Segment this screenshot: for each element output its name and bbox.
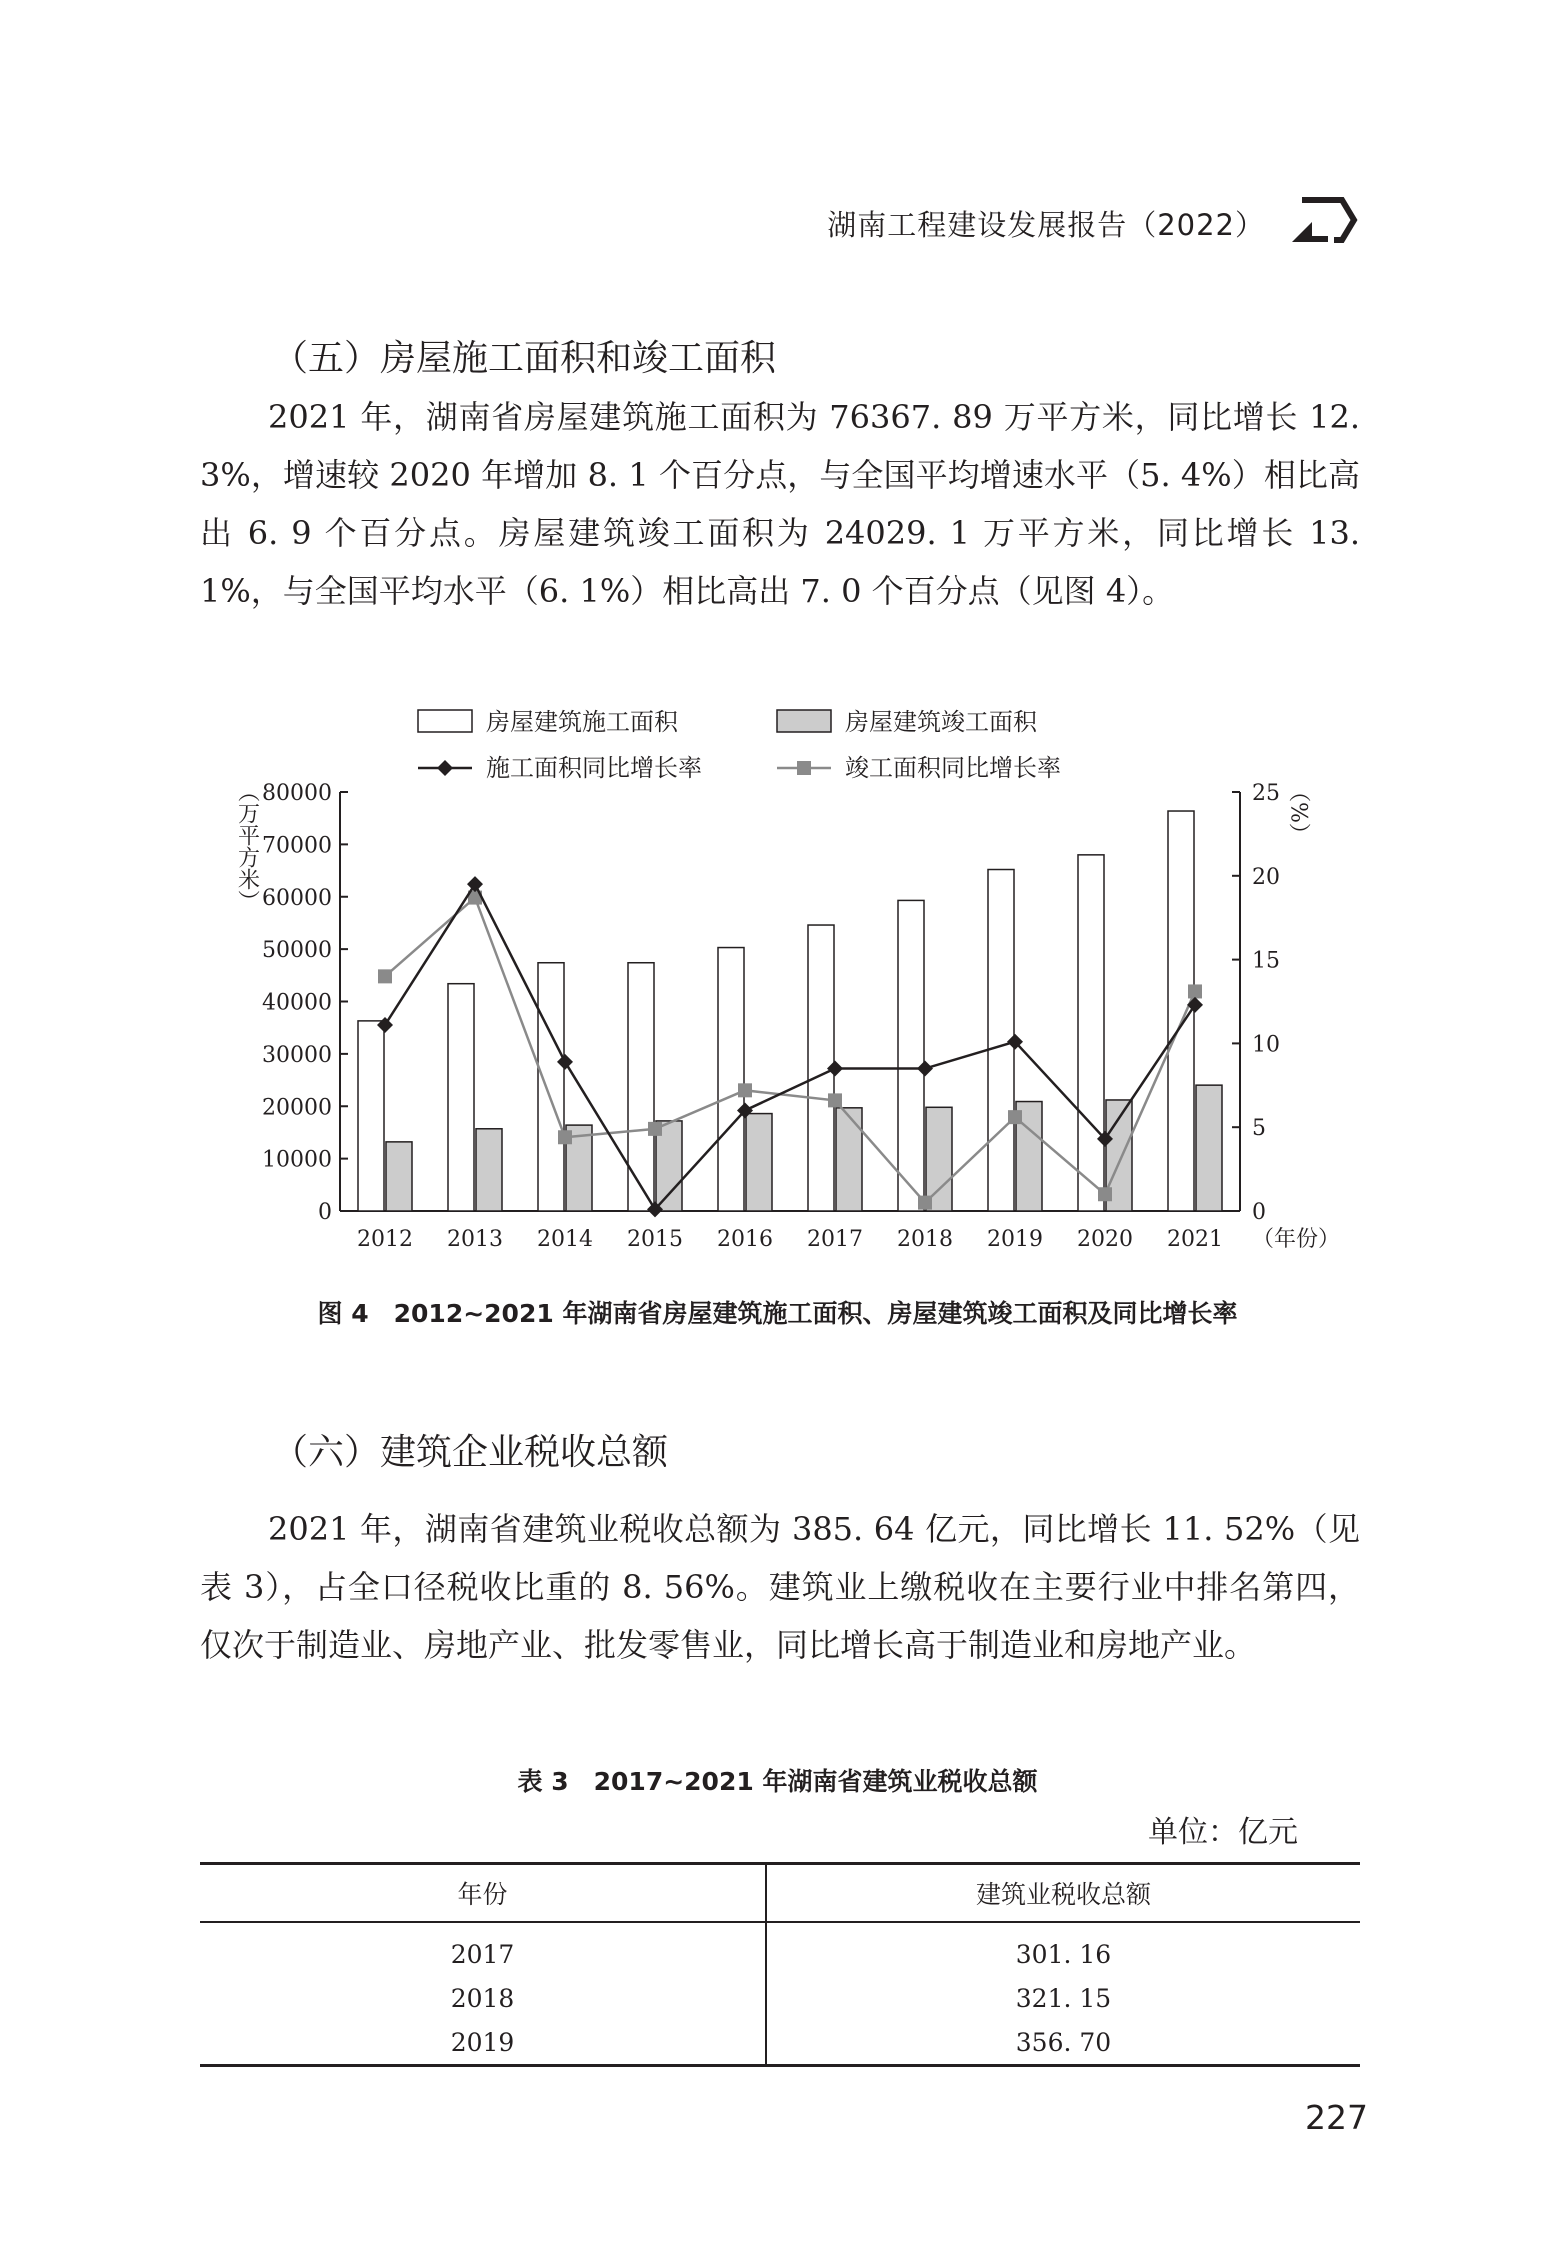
x-tick-label: 2012	[357, 1227, 413, 1252]
running-header: 湖南工程建设发展报告（2022）	[827, 208, 1265, 242]
completed-growth-point	[1188, 984, 1202, 998]
left-tick-label: 40000	[262, 990, 332, 1016]
completed-growth-point	[1098, 1187, 1112, 1201]
section-5-title: （五）房屋施工面积和竣工面积	[272, 338, 777, 379]
legend-swatch-construction-area	[418, 710, 472, 732]
cell-year: 2018	[200, 1976, 766, 2020]
completed-growth-point	[648, 1122, 662, 1136]
cell-tax-total: 321. 15	[1015, 1983, 1112, 2013]
x-tick-label: 2013	[447, 1227, 503, 1252]
section-6-paragraph: 2021 年，湖南省建筑业税收总额为 385. 64 亿元，同比增长 11. 52%（见表 3），占全口径税收比重的 8. 56%。建筑业上缴税收在主要行业中排名第四，仅次于制造业、房地产业、批发零售业，同比增长高于制造业和房地产业。	[200, 1510, 1360, 1664]
x-tick-label: 2017	[807, 1227, 863, 1252]
x-tick-label: 2015	[627, 1227, 683, 1252]
x-tick-label: 2021	[1167, 1227, 1223, 1252]
construction-growth-point	[467, 876, 483, 892]
completed-growth-point	[738, 1083, 752, 1097]
right-tick-label: 15	[1252, 948, 1280, 974]
table-3-unit: 单位：亿元	[1148, 1815, 1298, 1850]
completed-growth-point	[558, 1130, 572, 1144]
bar-construction-area	[448, 984, 474, 1211]
legend-label: 房屋建筑施工面积	[486, 708, 678, 736]
left-tick-label: 30000	[262, 1042, 332, 1068]
left-tick-label: 80000	[262, 781, 332, 806]
right-tick-label: 5	[1252, 1116, 1266, 1142]
left-tick-label: 0	[318, 1200, 332, 1225]
legend-label: 施工面积同比增长率	[486, 754, 702, 782]
bar-completed-area	[926, 1107, 952, 1211]
table-3	[200, 1862, 1360, 2067]
chapter-logo-icon	[1290, 192, 1362, 248]
right-tick-label: 25	[1252, 781, 1280, 806]
left-tick-label: 70000	[262, 833, 332, 859]
bar-completed-area	[476, 1129, 502, 1211]
bar-construction-area	[538, 963, 564, 1211]
bar-construction-area	[898, 900, 924, 1211]
bar-construction-area	[1078, 855, 1104, 1211]
x-tick-label: 2018	[897, 1227, 953, 1252]
column-header-tax-total: 建筑业税收总额	[766, 1864, 1360, 1923]
left-tick-label: 10000	[262, 1147, 332, 1173]
figure-4-chart	[0, 690, 1555, 1270]
legend-marker-construction-growth	[437, 760, 453, 776]
table-row	[200, 2020, 1360, 2066]
bar-completed-area	[746, 1114, 772, 1211]
left-tick-label: 60000	[262, 885, 332, 911]
x-axis-title: （年份）	[1252, 1227, 1341, 1252]
legend-swatch-completed-area	[777, 710, 831, 732]
bar-completed-area	[836, 1108, 862, 1211]
x-tick-label: 2014	[537, 1227, 593, 1252]
cell-year: 2017	[200, 1922, 766, 1976]
page-number: 227	[1305, 2098, 1368, 2137]
bar-completed-area	[1196, 1085, 1222, 1211]
right-tick-label: 0	[1252, 1200, 1266, 1225]
left-tick-label: 20000	[262, 1095, 332, 1121]
completed-growth-line	[385, 898, 1195, 1203]
completed-growth-point	[378, 969, 392, 983]
column-header-year: 年份	[200, 1864, 766, 1923]
completed-growth-point	[1008, 1110, 1022, 1124]
construction-growth-line	[385, 884, 1195, 1209]
left-tick-label: 50000	[262, 938, 332, 964]
table-header-row	[200, 1864, 1360, 1923]
bar-completed-area	[386, 1142, 412, 1211]
x-tick-label: 2019	[987, 1227, 1043, 1252]
cell-tax-total: 356. 70	[766, 2020, 1360, 2066]
left-axis-title: （万平方米）	[234, 780, 260, 912]
section-5-paragraph: 2021 年，湖南省房屋建筑施工面积为 76367. 89 万平方米，同比增长 12. 3%，增速较 2020 年增加 8. 1 个百分点，与全国平均增速水平（5. 4%）相比高出 6. 9 个百分点。房屋建筑竣工面积为 24029. 1 万平方米，同比增长 13. 1%，与全国平均水平（6. 1%）相比高出 7. 0 个百分点（见图 4）。	[200, 398, 1360, 610]
x-tick-label: 2020	[1077, 1227, 1133, 1252]
cell-year: 2019	[200, 2020, 766, 2066]
right-axis-title: （%）	[1285, 780, 1311, 845]
table-row	[200, 1976, 1360, 2020]
right-tick-label: 10	[1252, 1032, 1280, 1058]
bar-construction-area	[358, 1021, 384, 1211]
legend-marker-completed-growth	[797, 761, 811, 775]
legend-label: 竣工面积同比增长率	[845, 754, 1061, 782]
table-3-caption: 表 3 2017~2021 年湖南省建筑业税收总额	[517, 1767, 1038, 1796]
section-6-title: （六）建筑企业税收总额	[272, 1432, 669, 1473]
bar-construction-area	[718, 948, 744, 1211]
figure-4-caption: 图 4 2012~2021 年湖南省房屋建筑施工面积、房屋建筑竣工面积及同比增长率	[317, 1299, 1238, 1328]
cell-tax-total: 301. 16	[1015, 1939, 1112, 1969]
right-tick-label: 20	[1252, 864, 1280, 890]
legend-label: 房屋建筑竣工面积	[845, 708, 1037, 736]
table-row	[200, 1922, 1360, 1976]
completed-growth-point	[918, 1196, 932, 1210]
x-tick-label: 2016	[717, 1227, 773, 1252]
completed-growth-point	[828, 1093, 842, 1107]
